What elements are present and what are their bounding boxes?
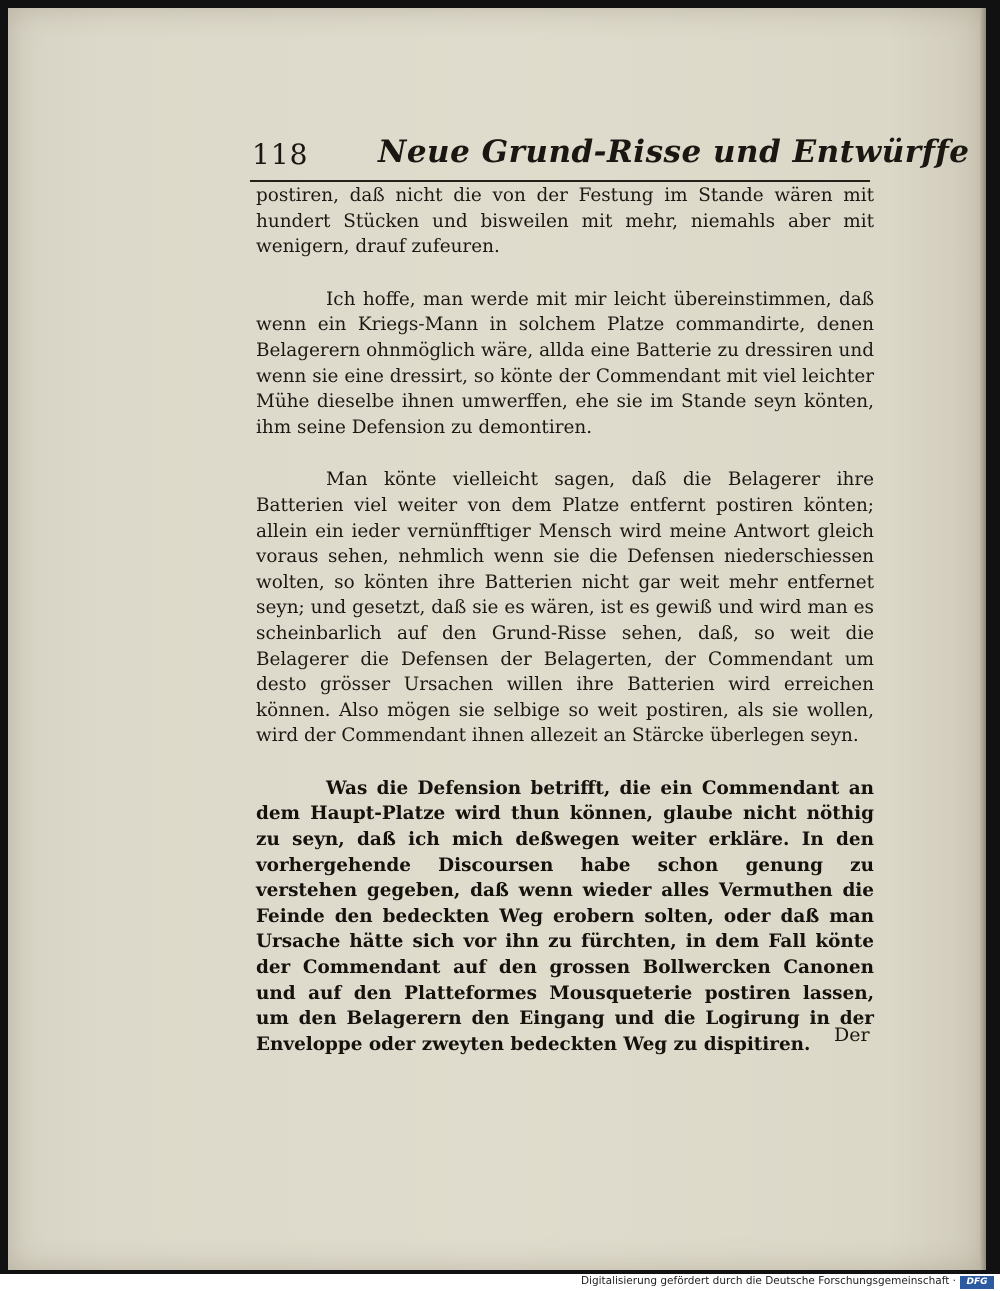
page-header: [252, 128, 970, 178]
running-title: Neue Grund-Risse und Entwürffe: [378, 134, 970, 170]
header-rule: [250, 180, 870, 182]
body-text: [256, 183, 874, 1084]
page-number: 118: [252, 138, 309, 171]
page-edge: [980, 8, 986, 1270]
paragraph-4: Was die Defension betrifft, die ein Commendant an dem Haupt-Platze wird thun können, glaube nicht nöthig zu seyn, daß ich mich deßwegen weiter erkläre. In den vorhergehende Discoursen habe schon genung zu verstehen gegeben, daß wenn wieder alles Vermuthen die Feinde den bedeckten Weg erobern solten, oder daß man Ursache hätte sich vor ihn zu fürchten, in dem Fall könte der Commendant auf den grossen Bollwercken Canonen und auf den Platteformes Mousqueterie postiren lassen, um den Belagerern den Eingang und die Logirung in der Enveloppe oder zweyten bedeckten Weg zu dispitiren.: [256, 777, 874, 1055]
funding-credit: Digitalisierung gefördert durch die Deutsche Forschungsgemeinschaft ·: [580, 1275, 956, 1287]
paragraph-3: Man könte vielleicht sagen, daß die Belagerer ihre Batterien viel weiter von dem Platze entfernt postiren könten; allein ein ieder vernünfftiger Mensch wird meine Antwort gleich voraus sehen, nehmlich wenn sie die Defensen niederschiessen wolten, so könten ihre Batterien nicht gar weit mehr entfernet seyn; und gesetzt, daß sie es wären, ist es gewiß und wird man es scheinbarlich auf den Grund-Risse sehen, daß, so weit die Belagerer die Defensen der Belagerten, der Commendant um desto grösser Ursachen willen ihre Batterien wird erreichen können. Also mögen sie selbige so weit postiren, als sie wollen, wird der Commendant ihnen allezeit an Stärcke überlegen seyn.: [256, 469, 874, 747]
footer-bar: [0, 1274, 1000, 1291]
catchword: Der: [834, 1024, 870, 1046]
dfg-logo-icon: DFG: [960, 1276, 994, 1289]
paragraph-2: Ich hoffe, man werde mit mir leicht übereinstimmen, daß wenn ein Kriegs-Mann in solchem Platze commandirte, denen Belagerern ohnmöglich wäre, allda eine Batterie zu dressiren und wenn sie eine dressirt, so könte der Commendant mit viel leichter Mühe dieselbe ihnen umwerffen, ehe sie im Stande seyn könten, ihm seine Defension zu demontiren.: [256, 288, 874, 438]
paragraph-1: postiren, daß nicht die von der Festung im Stande wären mit hundert Stücken und bisweilen mit mehr, niemahls aber mit wenigern, drauf zufeuren.: [256, 185, 874, 258]
